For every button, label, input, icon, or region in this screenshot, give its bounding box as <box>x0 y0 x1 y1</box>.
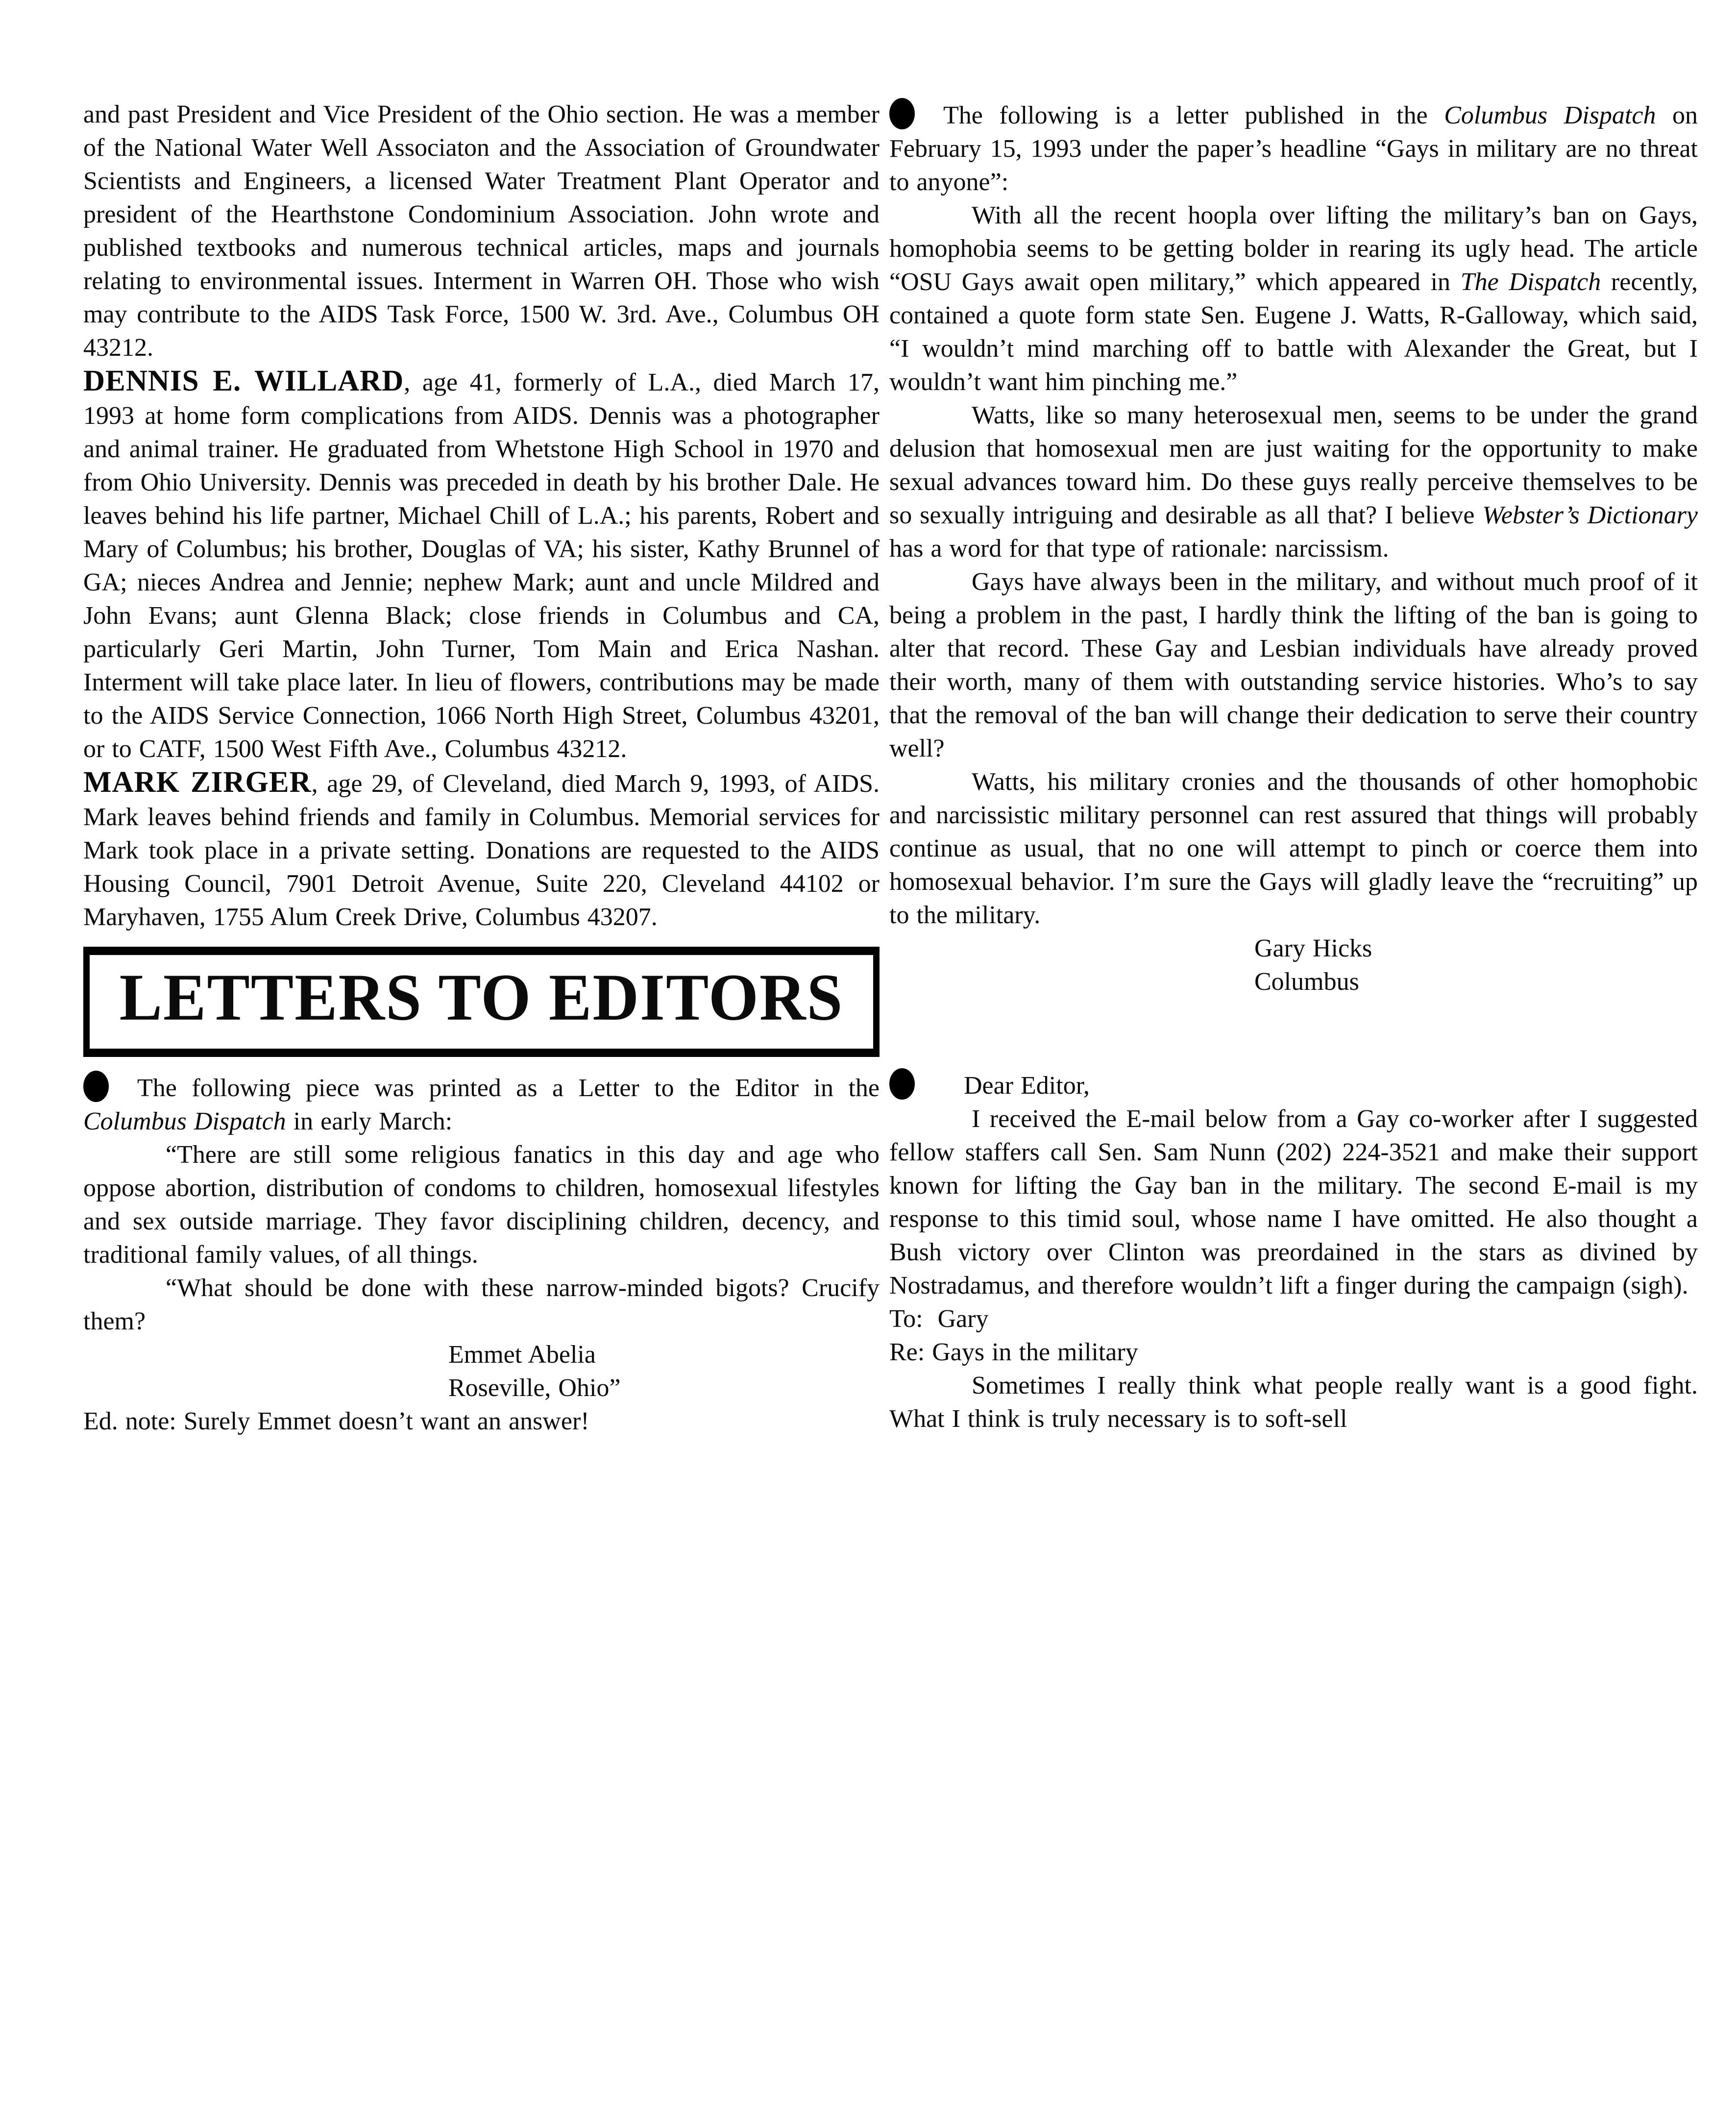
text-segment: Watts, his military cronies and the thousands of other homophobic and narcissistic military personnel can rest assured that things will probably continue as usual, that no one will attempt to pinch or coerce them into homosexual behavior. I’m sure the Gays will gladly leave the “recruiting” up to the military. <box>889 768 1698 929</box>
column-left <box>83 98 880 1438</box>
text-segment: in early March: <box>286 1107 453 1135</box>
paragraph <box>889 399 1698 565</box>
text-segment: Watts, like so many heterosexual men, seems to be under the grand delusion that homosexual men are just waiting for the opportunity to make sexual advances toward him. Do these guys really perceive themselves to be so sexually intriguing and desirable as all that? I believe <box>889 401 1698 529</box>
text-segment: Columbus Dispatch <box>1444 101 1656 129</box>
text-segment: The following is a letter published in the <box>943 101 1444 129</box>
signature-line <box>889 932 1698 965</box>
paragraph <box>889 199 1698 399</box>
paragraph <box>83 1272 880 1338</box>
section-header-box <box>83 947 880 1057</box>
text-segment: Sometimes I really think what people really want is a good fight. What I think is truly necessary is to soft-sell <box>889 1372 1698 1433</box>
text-segment: , age 29, of Cleveland, died March 9, 1993, of AIDS. Mark leaves behind friends and family in Columbus. Memorial services for Mark took place in a private setting. Donations are requested to the AIDS Housing Council, 7901 Detroit Avenue, Suite 220, Cleveland 44102 or Maryhaven, 1755 Alum Creek Drive, Columbus 43207. <box>83 770 880 931</box>
paragraph <box>83 1138 880 1272</box>
column-right <box>889 98 1698 1436</box>
paragraph <box>83 766 880 934</box>
text-segment: on February 15, 1993 under the paper’s headline “Gays in military are no threat to anyone”: <box>889 101 1698 196</box>
bullet-icon <box>889 98 915 129</box>
text-segment: Columbus Dispatch <box>83 1107 286 1135</box>
section-header-title: LETTERS TO EDITORS <box>119 960 844 1034</box>
text-segment: MARK ZIRGER <box>83 766 312 799</box>
bullet-paragraph <box>83 1071 880 1138</box>
text-segment: Ed. note: Surely Emmet doesn’t want an answer! <box>83 1407 589 1435</box>
text-segment: “There are still some religious fanatics in this day and age who oppose abortion, distribution of condoms to children, homosexual lifestyles and sex outside marriage. They favor disciplining children, decency, and traditional family values, of all things. <box>83 1140 880 1269</box>
bullet-paragraph <box>889 1068 1698 1103</box>
bullet-icon <box>83 1071 109 1102</box>
signature-line <box>83 1372 880 1405</box>
text-segment: recently, contained a quote form state Sen. Eugene J. Watts, R-Galloway, which said, “I wouldn’t mind marching off to battle with Alexander the Great, but I wouldn’t want him pinching me.” <box>889 268 1698 396</box>
text-segment: Re: Gays in the military <box>889 1338 1138 1366</box>
text-segment: With all the recent hoopla over lifting the military’s ban on Gays, homophobia seems to be getting bolder in rearing its ugly head. The article “OSU Gays await open military,” which appeared in <box>889 201 1698 296</box>
text-segment: Emmet Abelia <box>448 1340 596 1369</box>
text-segment: I received the E-mail below from a Gay co-worker after I suggested fellow staffers call Sen. Sam Nunn (202) 224-3521 and make their support known for lifting the Gay ban in the military. The second E-mail is my response to this timid soul, whose name I have omitted. He also thought a Bush victory over Clinton was preordained in the stars as divined by Nostradamus, and therefore wouldn’t lift a finger during the campaign (sigh). <box>889 1105 1698 1300</box>
text-segment: has a word for that type of rationale: narcissism. <box>889 535 1389 563</box>
paragraph <box>889 765 1698 932</box>
text-segment: Dear Editor, <box>964 1072 1090 1100</box>
text-segment: , age 41, formerly of L.A., died March 17, 1993 at home form complications from AIDS. Dennis was a photographer and animal trainer. He graduated from Whetstone High School in 1970 and from Ohio University. Dennis was preceded in death by his brother Dale. He leaves behind his life partner, Michael Chill of L.A.; his parents, Robert and Mary of Columbus; his brother, Douglas of VA; his sister, Kathy Brunnel of GA; nieces Andrea and Jennie; nephew Mark; aunt and uncle Mildred and John Evans; aunt Glenna Black; close friends in Columbus and CA, particularly Geri Martin, John Turner, Tom Main and Erica Nashan. Interment will take place later. In lieu of flowers, contributions may be made to the AIDS Service Connection, 1066 North High Street, Columbus 43201, or to CATF, 1500 West Fifth Ave., Columbus 43212. <box>83 368 880 763</box>
text-segment: “What should be done with these narrow-minded bigots? Crucify them? <box>83 1274 880 1335</box>
paragraph <box>889 565 1698 765</box>
text-segment: and past President and Vice President of the Ohio section. He was a member of the National Water Well Associaton and the Association of Groundwater Scientists and Engineers, a licensed Water Treatment Plant Operator and president of the Hearthstone Condominium Association. John wrote and published textbooks and numerous technical articles, maps and journals relating to environmental issues. Interment in Warren OH. Those who wish may contribute to the AIDS Task Force, 1500 W. 3rd. Ave., Columbus OH 43212. <box>83 100 880 362</box>
signature-line <box>83 1338 880 1372</box>
paragraph <box>889 1103 1698 1302</box>
text-segment: Gary Hicks <box>1254 934 1372 962</box>
paragraph <box>83 98 880 365</box>
text-segment: The Dispatch <box>1460 268 1601 296</box>
memo-line <box>889 1302 1698 1336</box>
text-segment: Roseville, Ohio” <box>448 1373 621 1402</box>
bullet-icon <box>889 1068 915 1100</box>
text-segment: Webster’s Dictionary <box>1482 501 1698 529</box>
memo-line <box>889 1336 1698 1369</box>
text-segment: To: Gary <box>889 1305 989 1333</box>
paragraph <box>83 1405 880 1438</box>
signature-line <box>889 965 1698 999</box>
bullet-paragraph <box>889 98 1698 199</box>
text-segment: Columbus <box>1254 968 1359 996</box>
paragraph <box>83 365 880 766</box>
text-segment: The following piece was printed as a Letter to the Editor in the <box>137 1074 880 1102</box>
text-segment: Gays have always been in the military, and without much proof of it being a problem in the past, I hardly think the lifting of the ban is going to alter that record. These Gay and Lesbian individuals have already proved their worth, many of them with outstanding service histories. Who’s to say that the removal of the ban will change their dedication to serve their country well? <box>889 568 1698 762</box>
paragraph <box>889 1369 1698 1436</box>
text-segment: DENNIS E. WILLARD <box>83 365 404 397</box>
